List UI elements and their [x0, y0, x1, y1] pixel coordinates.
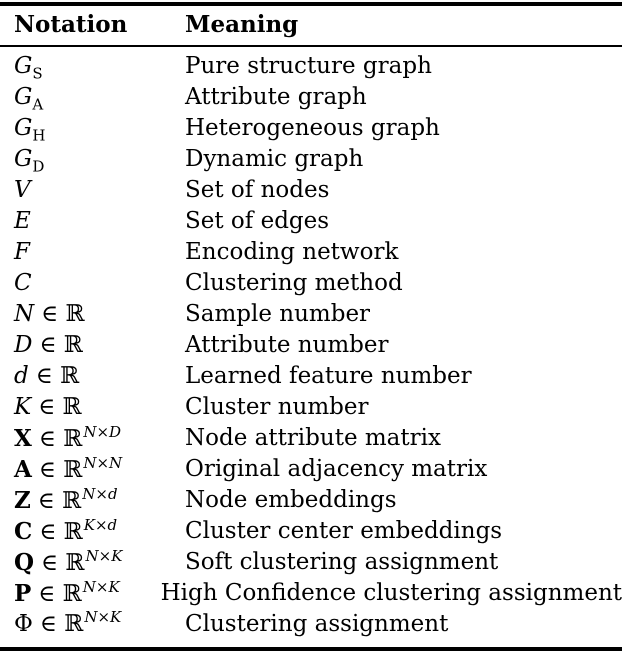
table-row — [0, 299, 622, 330]
set-membership-symbol: ∈ ℝ — [38, 426, 83, 452]
table-row — [0, 454, 622, 485]
table-row — [0, 113, 622, 144]
notation-cell — [0, 330, 185, 361]
table-row — [0, 268, 622, 299]
meaning-cell: Pure structure graph — [185, 53, 432, 79]
notation-symbol: D — [14, 332, 33, 358]
meaning-cell: Heterogeneous graph — [185, 115, 440, 141]
meaning-cell: Attribute graph — [185, 84, 367, 110]
notation-symbol: G — [14, 146, 33, 172]
notation-superscript: N×K — [85, 547, 123, 566]
notation-symbol: d — [14, 363, 29, 389]
meaning-cell: Node attribute matrix — [185, 425, 441, 451]
meaning-cell: Original adjacency matrix — [185, 456, 488, 482]
notation-subscript: D — [32, 157, 45, 176]
table-row — [0, 175, 622, 206]
table-header-row — [0, 6, 622, 43]
meaning-cell: Attribute number — [185, 332, 389, 358]
table-top-rule — [0, 2, 622, 6]
set-membership-symbol: ∈ ℝ — [38, 394, 82, 420]
meaning-cell: Cluster center embeddings — [185, 518, 503, 544]
notation-symbol: G — [14, 53, 33, 79]
notation-cell — [0, 82, 185, 113]
meaning-cell: Soft clustering assignment — [185, 549, 499, 575]
notation-cell — [0, 51, 185, 82]
notation-cell — [0, 578, 161, 609]
notation-cell — [0, 609, 185, 640]
notation-symbol: G — [14, 115, 33, 141]
notation-superscript: N×N — [83, 454, 123, 473]
set-membership-symbol: ∈ ℝ — [37, 488, 82, 514]
notation-symbol: X — [14, 425, 32, 452]
table-bottom-rule — [0, 647, 622, 651]
table-row — [0, 330, 622, 361]
set-membership-symbol: ∈ ℝ — [41, 550, 85, 576]
notation-cell — [0, 516, 185, 547]
notation-cell — [0, 454, 185, 485]
notation-cell — [0, 144, 185, 175]
notation-subscript: S — [32, 64, 43, 83]
notation-symbol: N — [14, 301, 35, 327]
notation-cell — [0, 113, 185, 144]
header-notation: Notation — [14, 11, 128, 38]
notation-symbol: P — [14, 580, 32, 607]
table-body — [0, 51, 622, 640]
notation-superscript: N×d — [82, 485, 118, 504]
table-row — [0, 547, 622, 578]
set-membership-symbol: ∈ ℝ — [39, 332, 83, 358]
meaning-cell: Set of edges — [185, 208, 330, 234]
notation-cell — [0, 361, 185, 392]
notation-symbol: A — [14, 456, 32, 483]
set-membership-symbol: ∈ ℝ — [39, 611, 84, 637]
notation-cell — [0, 299, 185, 330]
notation-symbol: F — [14, 239, 30, 265]
set-membership-symbol: ∈ ℝ — [38, 457, 83, 483]
header-meaning: Meaning — [185, 11, 299, 38]
meaning-cell: Set of nodes — [185, 177, 330, 203]
notation-subscript: H — [32, 126, 46, 145]
meaning-cell: Node embeddings — [185, 487, 397, 513]
meaning-cell: Learned feature number — [185, 363, 472, 389]
table-row — [0, 82, 622, 113]
table-row — [0, 392, 622, 423]
table-row — [0, 361, 622, 392]
table-row — [0, 51, 622, 82]
notation-cell — [0, 547, 185, 578]
notation-cell — [0, 423, 185, 454]
notation-symbol: Q — [14, 549, 35, 576]
table-row — [0, 237, 622, 268]
meaning-cell: Cluster number — [185, 394, 369, 420]
notation-superscript: K×d — [83, 516, 118, 535]
table-row — [0, 516, 622, 547]
notation-symbol: G — [14, 84, 33, 110]
notation-cell — [0, 206, 185, 237]
notation-symbol: Z — [14, 487, 31, 514]
notation-symbol: Φ — [14, 611, 33, 637]
meaning-cell: Sample number — [185, 301, 371, 327]
set-membership-symbol: ∈ ℝ — [35, 363, 80, 389]
table-row — [0, 485, 622, 516]
meaning-cell: Dynamic graph — [185, 146, 364, 172]
set-membership-symbol: ∈ ℝ — [39, 519, 83, 545]
notation-cell — [0, 485, 185, 516]
notation-cell — [0, 175, 185, 206]
meaning-cell: Clustering method — [185, 270, 403, 296]
table-row — [0, 144, 622, 175]
table-header-separator-rule — [0, 45, 622, 47]
set-membership-symbol: ∈ ℝ — [41, 301, 85, 327]
table-row — [0, 423, 622, 454]
meaning-cell: Clustering assignment — [185, 611, 449, 637]
notation-superscript: N×K — [82, 578, 120, 597]
notation-superscript: N×D — [83, 423, 122, 442]
notation-superscript: N×K — [84, 608, 122, 627]
notation-symbol: V — [14, 177, 31, 203]
notation-symbol: K — [14, 394, 32, 420]
notation-symbol: C — [14, 270, 32, 296]
set-membership-symbol: ∈ ℝ — [38, 581, 82, 607]
table-row — [0, 206, 622, 237]
meaning-cell: Encoding network — [185, 239, 399, 265]
table-row — [0, 609, 622, 640]
notation-symbol: E — [14, 208, 31, 234]
meaning-cell: High Confidence clustering assignment — [160, 580, 622, 606]
notation-cell — [0, 392, 185, 423]
notation-cell — [0, 268, 185, 299]
notation-symbol: C — [14, 518, 33, 545]
table-row — [0, 578, 622, 609]
notation-cell — [0, 237, 185, 268]
notation-subscript: A — [32, 95, 44, 114]
